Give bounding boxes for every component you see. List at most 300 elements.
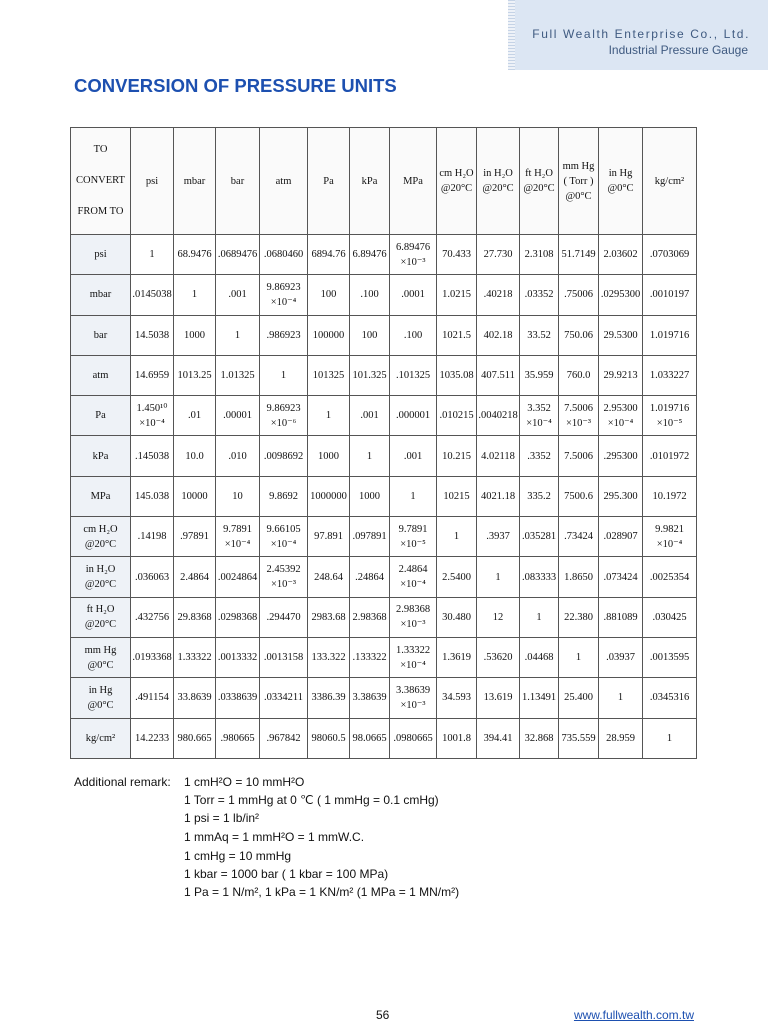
- cell-text: .0001: [401, 289, 425, 301]
- cell-text: ×10⁻³: [400, 699, 426, 711]
- table-cell: [643, 275, 697, 315]
- table-cell: [308, 597, 350, 637]
- corner-to: TO: [93, 144, 108, 155]
- cell-text: 7.5006: [564, 402, 593, 414]
- table-cell: [216, 517, 260, 557]
- cell-text: ×10⁻⁴: [400, 579, 426, 591]
- table-cell: [437, 235, 477, 275]
- table-cell: [390, 396, 437, 436]
- cell-text: 9.8692: [269, 490, 298, 502]
- cell-text: 22.380: [564, 611, 593, 623]
- row-header-text: atm: [92, 370, 109, 382]
- table-cell: [520, 315, 559, 355]
- cell-text: 2.45392: [266, 564, 301, 576]
- table-cell: [559, 275, 599, 315]
- column-header: [308, 128, 350, 235]
- table-cell: [390, 557, 437, 597]
- cell-text: 1: [666, 732, 673, 744]
- column-header-text: MPa: [403, 175, 423, 187]
- cell-text: ×10⁻⁴: [224, 538, 251, 550]
- cell-text: .980665: [220, 732, 255, 744]
- column-header-text: in Hg: [608, 168, 633, 179]
- cell-text: 2.03602: [603, 249, 638, 261]
- table-cell: [131, 517, 174, 557]
- cell-text: .40218: [483, 289, 513, 301]
- corner-from-to: FROM TO: [77, 206, 124, 217]
- table-cell: [437, 637, 477, 677]
- cell-text: 1000000: [310, 490, 347, 502]
- cell-text: 29.8368: [177, 611, 212, 623]
- table-cell: [174, 597, 216, 637]
- row-header-text: @20°C: [84, 579, 117, 591]
- company-subtitle: Industrial Pressure Gauge: [608, 43, 748, 57]
- cell-text: 10215: [443, 490, 470, 502]
- cell-text: .04468: [524, 652, 554, 664]
- column-header: [437, 128, 477, 235]
- column-header-text: mm Hg: [562, 160, 595, 172]
- cell-text: 2.4864: [180, 571, 209, 583]
- column-header-text: kg/cm²: [654, 175, 685, 187]
- table-cell: [350, 275, 390, 315]
- cell-text: .083333: [521, 571, 557, 583]
- table-cell: [437, 557, 477, 597]
- table-cell: [260, 235, 308, 275]
- row-header: [71, 517, 131, 557]
- column-header-text: cm H₂O: [439, 168, 474, 179]
- cell-text: 1.019716: [649, 329, 690, 341]
- cell-text: ×10⁻³: [400, 256, 426, 268]
- cell-text: 14.6959: [134, 370, 170, 382]
- cell-text: .001: [228, 289, 247, 301]
- table-cell: [308, 557, 350, 597]
- table-cell: [308, 637, 350, 677]
- table-row: [71, 557, 697, 597]
- cell-text: 13.619: [483, 692, 513, 704]
- cell-text: .0980665: [393, 732, 433, 744]
- cell-text: 2.3108: [524, 249, 554, 261]
- cell-text: 394.41: [483, 732, 513, 744]
- table-cell: [559, 637, 599, 677]
- table-cell: [390, 718, 437, 758]
- table-cell: [599, 637, 643, 677]
- cell-text: .432756: [134, 611, 170, 623]
- column-header: [520, 128, 559, 235]
- cell-text: 1.033227: [649, 370, 690, 382]
- table-cell: [643, 637, 697, 677]
- cell-text: .295300: [603, 450, 638, 462]
- cell-text: .0024864: [217, 571, 258, 583]
- table-cell: [308, 436, 350, 476]
- cell-text: .001: [403, 450, 423, 462]
- cell-text: .0010197: [649, 289, 690, 301]
- table-row: [71, 678, 697, 718]
- table-cell: [216, 436, 260, 476]
- cell-text: .000001: [395, 410, 431, 422]
- cell-text: 1.01325: [220, 370, 255, 382]
- table-cell: [131, 718, 174, 758]
- table-cell: [131, 637, 174, 677]
- cell-text: .0101972: [649, 450, 690, 462]
- row-header-text: bar: [93, 329, 108, 341]
- cell-text: 32.868: [524, 732, 554, 744]
- cell-text: .03352: [524, 289, 554, 301]
- row-header: [71, 235, 131, 275]
- cell-text: ×10⁻⁴: [270, 296, 297, 308]
- table-cell: [599, 678, 643, 718]
- table-cell: [559, 355, 599, 395]
- table-cell: [308, 678, 350, 718]
- cell-text: .3937: [486, 531, 510, 543]
- row-header-text: kPa: [92, 450, 109, 462]
- row-header-text: in H₂O: [85, 564, 116, 576]
- cell-text: ×10⁻⁵: [400, 538, 426, 550]
- row-header-text: ft H₂O: [86, 604, 115, 616]
- column-header-text: @20°C: [440, 183, 473, 194]
- table-row: [71, 315, 697, 355]
- header-box: [515, 0, 768, 70]
- table-cell: [308, 235, 350, 275]
- cell-text: .0680460: [263, 249, 304, 261]
- table-row: [71, 355, 697, 395]
- cell-text: .100: [360, 289, 379, 301]
- table-cell: [174, 517, 216, 557]
- cell-text: 1: [280, 370, 287, 382]
- cell-text: 14.5038: [134, 329, 170, 341]
- cell-text: .53620: [483, 652, 513, 664]
- table-cell: [260, 396, 308, 436]
- row-header-text: mbar: [89, 289, 112, 301]
- cell-text: 7500.6: [564, 490, 593, 502]
- cell-text: .14198: [137, 531, 167, 543]
- cell-text: .97891: [180, 531, 209, 543]
- page-title: CONVERSION OF PRESSURE UNITS: [74, 75, 397, 96]
- cell-text: ×10⁻³: [400, 619, 426, 631]
- table-cell: [216, 476, 260, 516]
- table-cell: [216, 597, 260, 637]
- row-header: [71, 436, 131, 476]
- cell-text: 248.64: [314, 571, 343, 583]
- cell-text: 1.019716: [649, 402, 690, 414]
- table-cell: [131, 315, 174, 355]
- company-name: Full Wealth Enterprise Co., Ltd.: [532, 27, 750, 41]
- table-row: [71, 597, 697, 637]
- table-cell: [131, 235, 174, 275]
- table-cell: [390, 637, 437, 677]
- cell-text: .133322: [352, 652, 387, 664]
- row-header: [71, 275, 131, 315]
- table-cell: [520, 718, 559, 758]
- cell-text: 1: [149, 249, 155, 261]
- row-header: [71, 355, 131, 395]
- cell-text: 1: [575, 652, 582, 664]
- table-cell: [174, 436, 216, 476]
- table-cell: [308, 517, 350, 557]
- table-cell: [260, 275, 308, 315]
- cell-text: .03937: [606, 652, 635, 664]
- table-cell: [308, 315, 350, 355]
- column-header-text: psi: [145, 175, 159, 187]
- remark-line: 1 mmAq = 1 mmH²O = 1 mmW.C.: [184, 830, 365, 844]
- cell-text: 133.322: [311, 652, 346, 664]
- cell-text: .073424: [603, 571, 638, 583]
- cell-text: 1: [453, 531, 460, 543]
- cell-text: .01: [187, 410, 202, 422]
- column-header-text: atm: [275, 175, 292, 187]
- table-cell: [390, 436, 437, 476]
- table-cell: [260, 476, 308, 516]
- cell-text: 98060.5: [311, 732, 346, 744]
- cell-text: 100000: [312, 329, 345, 341]
- table-cell: [477, 678, 520, 718]
- cell-text: 1: [617, 692, 624, 704]
- cell-text: 34.593: [442, 692, 471, 704]
- cell-text: 1.3619: [442, 652, 471, 664]
- table-cell: [477, 476, 520, 516]
- row-header: [71, 557, 131, 597]
- table-cell: [260, 517, 308, 557]
- table-cell: [559, 517, 599, 557]
- cell-text: 4021.18: [480, 490, 516, 502]
- table-cell: [643, 315, 697, 355]
- cell-text: .100: [403, 329, 423, 341]
- row-header: [71, 597, 131, 637]
- row-header-text: @0°C: [87, 699, 114, 711]
- cell-text: .967842: [266, 732, 301, 744]
- table-cell: [174, 476, 216, 516]
- table-cell: [216, 678, 260, 718]
- table-cell: [643, 355, 697, 395]
- cell-text: .097891: [352, 531, 387, 543]
- column-header-text: @0°C: [607, 183, 634, 194]
- cell-text: 2983.68: [311, 611, 346, 623]
- cell-text: .028907: [603, 531, 638, 543]
- cell-text: .881089: [603, 611, 638, 623]
- table-cell: [131, 436, 174, 476]
- cell-text: 1.450¹⁰: [136, 402, 168, 414]
- cell-text: 1021.5: [442, 329, 471, 341]
- corner-convert: CONVERT: [76, 175, 125, 186]
- cell-text: .0145038: [132, 289, 172, 301]
- table-cell: [437, 275, 477, 315]
- table-cell: [390, 315, 437, 355]
- cell-text: .0345316: [649, 692, 690, 704]
- column-header-text: @0°C: [565, 190, 592, 202]
- column-header-text: ft H₂O: [525, 168, 553, 179]
- cell-text: 98.0665: [352, 732, 387, 744]
- cell-text: 750.06: [564, 329, 593, 341]
- table-cell: [559, 315, 599, 355]
- row-header-text: @20°C: [84, 619, 117, 631]
- table-cell: [559, 597, 599, 637]
- table-cell: [350, 678, 390, 718]
- table-cell: [477, 315, 520, 355]
- table-row: [71, 476, 697, 516]
- table-cell: [559, 476, 599, 516]
- remark-line: 1 cmH²O = 10 mmH²O: [184, 775, 305, 789]
- cell-text: 1: [191, 289, 198, 301]
- column-header-text: in H₂O: [483, 168, 513, 179]
- cell-text: 402.18: [483, 329, 513, 341]
- table-row: [71, 275, 697, 315]
- cell-text: 407.511: [481, 370, 515, 382]
- cell-text: 10000: [181, 490, 208, 502]
- table-cell: [216, 557, 260, 597]
- cell-text: 1.33322: [395, 644, 431, 656]
- table-cell: [350, 718, 390, 758]
- row-header-text: in Hg: [88, 684, 113, 696]
- cell-text: 1: [410, 490, 416, 502]
- row-header: [71, 718, 131, 758]
- table-cell: [390, 517, 437, 557]
- table-cell: [643, 235, 697, 275]
- cell-text: .0703069: [649, 249, 690, 261]
- corner-header: [71, 128, 131, 235]
- table-cell: [643, 678, 697, 718]
- table-cell: [599, 396, 643, 436]
- page-number: 56: [376, 1008, 390, 1022]
- table-cell: [260, 597, 308, 637]
- cell-text: .0689476: [217, 249, 258, 261]
- cell-text: 30.480: [442, 611, 471, 623]
- table-cell: [599, 355, 643, 395]
- table-cell: [437, 396, 477, 436]
- row-header-text: Pa: [95, 410, 106, 422]
- cell-text: 29.5300: [603, 329, 638, 341]
- table-cell: [131, 355, 174, 395]
- row-header-text: mm Hg: [84, 644, 117, 656]
- cell-text: .00001: [223, 410, 252, 422]
- cell-text: 1: [495, 571, 501, 583]
- table-cell: [437, 476, 477, 516]
- cell-text: 1.0215: [442, 289, 471, 301]
- cell-text: 101325: [312, 370, 345, 382]
- table-cell: [520, 678, 559, 718]
- cell-text: .986923: [266, 329, 301, 341]
- cell-text: 10.215: [442, 450, 471, 462]
- table-cell: [520, 637, 559, 677]
- cell-text: 7.5006: [564, 450, 593, 462]
- cell-text: 1000: [318, 450, 339, 462]
- table-cell: [643, 597, 697, 637]
- table-cell: [599, 718, 643, 758]
- table-cell: [350, 517, 390, 557]
- remark-label: Additional remark:: [74, 775, 171, 789]
- website-link[interactable]: www.fullwealth.com.tw: [573, 1008, 694, 1022]
- cell-text: 145.038: [134, 490, 170, 502]
- table-cell: [520, 436, 559, 476]
- cell-text: 70.433: [442, 249, 471, 261]
- table-cell: [260, 718, 308, 758]
- table-cell: [174, 396, 216, 436]
- cell-text: 27.730: [483, 249, 513, 261]
- row-header: [71, 315, 131, 355]
- cell-text: ×10⁻⁴: [270, 538, 297, 550]
- table-cell: [350, 436, 390, 476]
- column-header: [260, 128, 308, 235]
- table-cell: [131, 396, 174, 436]
- cell-text: .491154: [135, 692, 169, 704]
- table-cell: [477, 597, 520, 637]
- column-header: [390, 128, 437, 235]
- column-header: [559, 128, 599, 235]
- table-cell: [559, 678, 599, 718]
- cell-text: 1.33322: [177, 652, 212, 664]
- table-cell: [477, 235, 520, 275]
- table-cell: [350, 476, 390, 516]
- table-cell: [216, 275, 260, 315]
- table-cell: [350, 235, 390, 275]
- table-cell: [131, 557, 174, 597]
- table-cell: [174, 678, 216, 718]
- cell-text: 14.2233: [134, 732, 170, 744]
- cell-text: 1: [366, 450, 373, 462]
- table-cell: [437, 718, 477, 758]
- cell-text: 335.2: [527, 490, 551, 502]
- table-row: [71, 718, 697, 758]
- table-cell: [599, 597, 643, 637]
- table-cell: [350, 597, 390, 637]
- cell-text: 980.665: [177, 732, 212, 744]
- table-cell: [131, 476, 174, 516]
- table-cell: [174, 235, 216, 275]
- conversion-table: [70, 127, 697, 759]
- table-cell: [520, 355, 559, 395]
- cell-text: ×10⁻⁵: [656, 417, 683, 429]
- cell-text: .0025354: [649, 571, 690, 583]
- table-cell: [174, 315, 216, 355]
- table-cell: [477, 396, 520, 436]
- table-cell: [559, 557, 599, 597]
- row-header-text: cm H₂O: [83, 523, 118, 535]
- table-cell: [643, 517, 697, 557]
- table-cell: [477, 275, 520, 315]
- table-cell: [559, 396, 599, 436]
- cell-text: .3352: [527, 450, 551, 462]
- column-header: [174, 128, 216, 235]
- table-cell: [390, 678, 437, 718]
- table-cell: [174, 637, 216, 677]
- table-cell: [174, 718, 216, 758]
- table-cell: [599, 315, 643, 355]
- cell-text: ×10⁻⁴: [656, 538, 683, 550]
- table-cell: [599, 476, 643, 516]
- cell-text: 1.13491: [521, 692, 557, 704]
- table-cell: [437, 678, 477, 718]
- cell-text: .101325: [395, 370, 431, 382]
- table-cell: [174, 275, 216, 315]
- cell-text: .294470: [266, 611, 301, 623]
- cell-text: 1: [325, 410, 332, 422]
- cell-text: 3.38639: [395, 684, 431, 696]
- cell-text: 35.959: [524, 370, 554, 382]
- table-cell: [308, 275, 350, 315]
- table-cell: [520, 517, 559, 557]
- cell-text: .73424: [564, 531, 593, 543]
- cell-text: .0013158: [263, 652, 304, 664]
- cell-text: 9.86923: [266, 402, 301, 414]
- table-cell: [477, 637, 520, 677]
- column-header-text: kPa: [361, 175, 378, 187]
- cell-text: 33.52: [527, 329, 551, 341]
- table-cell: [174, 557, 216, 597]
- table-cell: [308, 476, 350, 516]
- row-header-text: kg/cm²: [85, 732, 116, 744]
- table-cell: [350, 396, 390, 436]
- table-row: [71, 517, 697, 557]
- table-cell: [216, 355, 260, 395]
- table-cell: [477, 517, 520, 557]
- cell-text: .010215: [439, 410, 474, 422]
